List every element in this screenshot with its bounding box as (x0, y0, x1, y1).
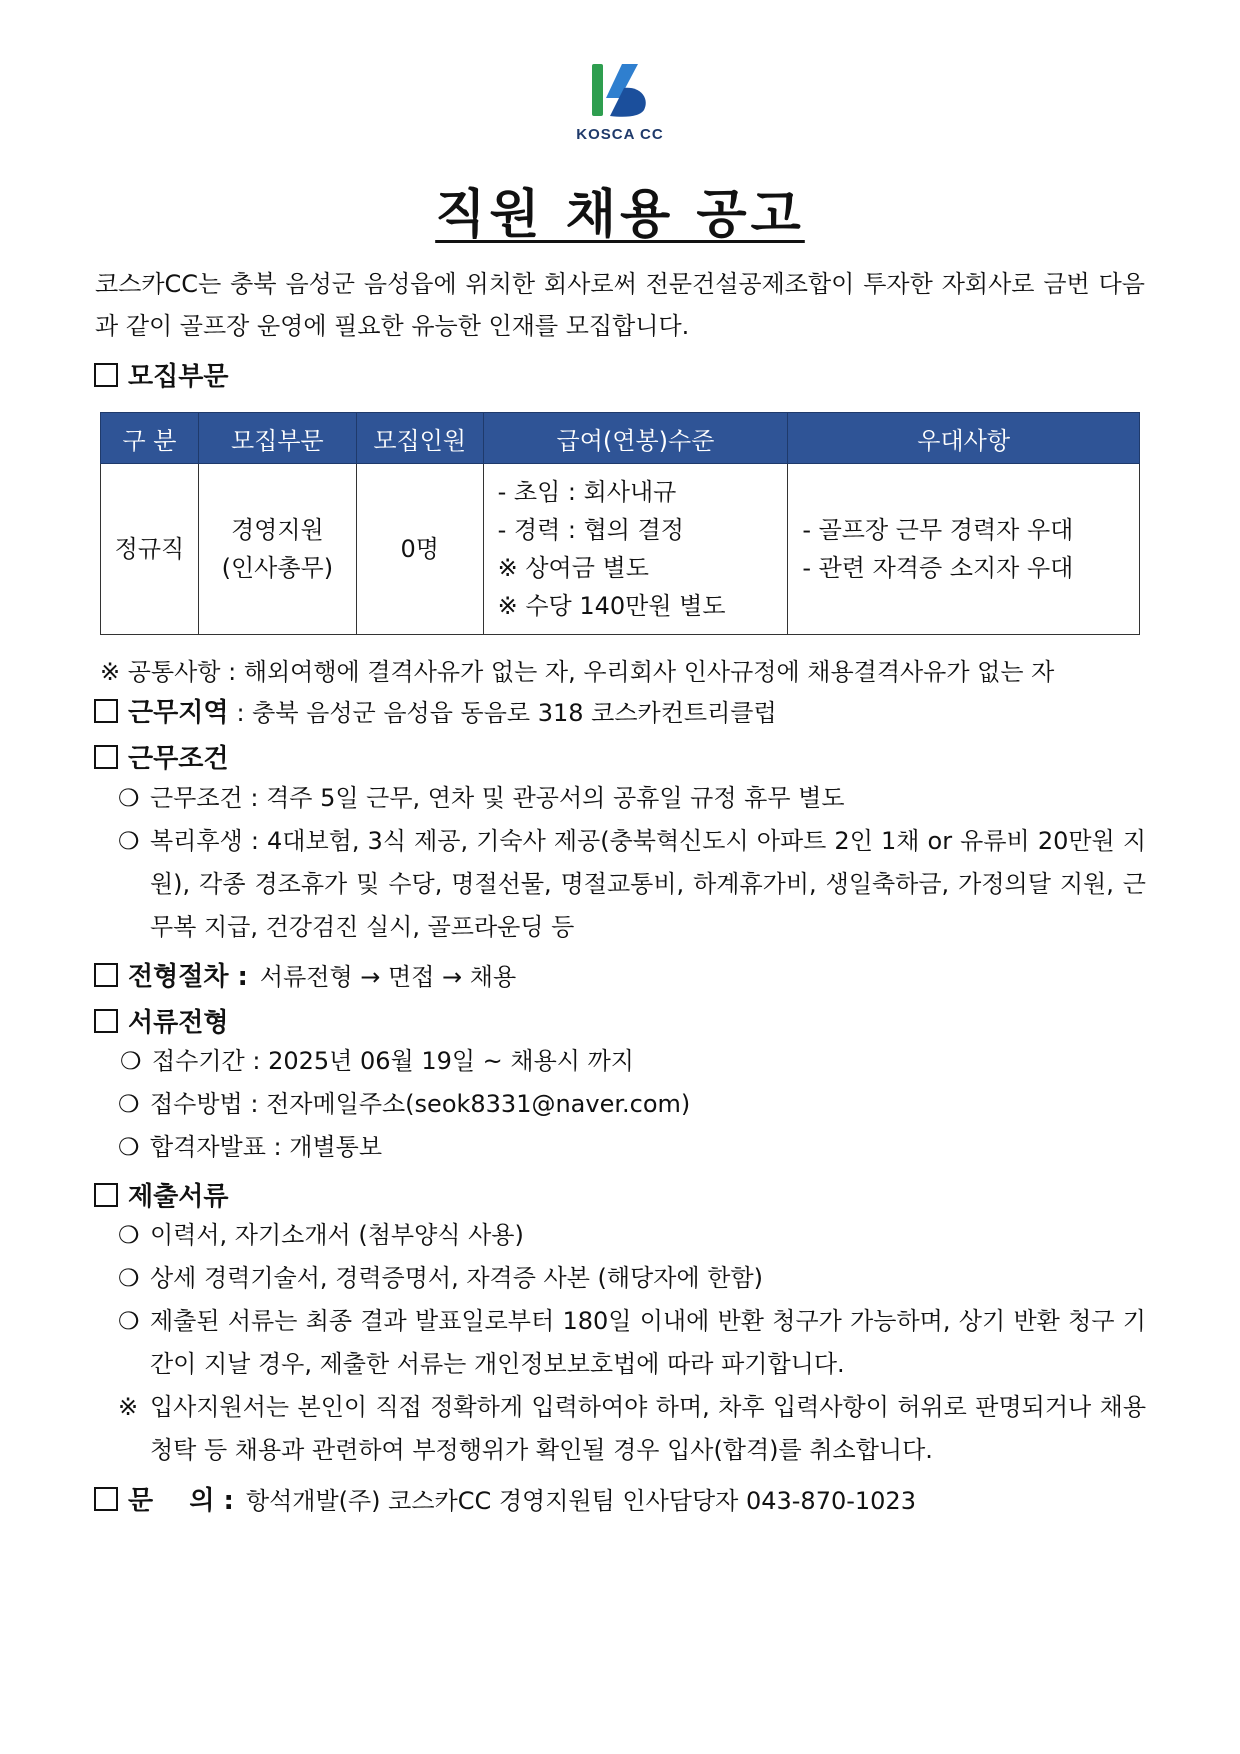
circle-bullet-icon: ❍ (118, 1090, 140, 1118)
list-item (118, 1257, 1146, 1300)
salary-line: ※ 상여금 별도 (497, 554, 649, 582)
section-conditions-label: 근무조건 (128, 744, 229, 774)
list-item (120, 1040, 1140, 1083)
checkbox-square-icon (94, 1487, 118, 1511)
title-text: 직원 채용 공고 (435, 185, 805, 245)
contact-text: 항석개발(주) 코스카CC 경영지원팀 인사담당자 043-870-1023 (245, 1487, 916, 1515)
list-item (118, 777, 1146, 820)
location-text: : 충북 음성군 음성읍 동음로 318 코스카컨트리클럽 (236, 699, 777, 727)
condition-welfare: 복리후생 : 4대보험, 3식 제공, 기숙사 제공(충북혁신도시 아파트 2인 1채 or 유류비 20만원 지원), 각종 경조휴가 및 수당, 명절선물, 명절교통비, 하계휴가비, 생일축하금, 가정의달 지원, 근무복 지급, 건강검진 실시, 골프라운딩 등 (150, 827, 1146, 941)
section-documents (94, 1176, 228, 1213)
intro-paragraph: 코스카CC는 충북 음성군 음성읍에 위치한 회사로써 전문건설공제조합이 투자한 자회사로 금번 다음과 같이 골프장 운영에 필요한 유능한 인재를 모집합니다. (95, 270, 1145, 340)
cell-salary (483, 464, 788, 635)
page-title (0, 172, 1240, 247)
doc-career: 상세 경력기술서, 경력증명서, 자격증 사본 (해당자에 한함) (150, 1264, 763, 1292)
company-logo (0, 58, 1240, 143)
list-item (118, 820, 1146, 949)
screening-period: 접수기간 : 2025년 06월 19일 ~ 채용시 까지 (152, 1047, 634, 1075)
dept-line1: 경영지원 (230, 516, 324, 544)
circle-bullet-icon: ❍ (118, 1221, 140, 1249)
dept-line2: (인사총무) (221, 554, 334, 582)
section-process (94, 956, 516, 993)
doc-resume: 이력서, 자기소개서 (첨부양식 사용) (150, 1221, 524, 1249)
checkbox-square-icon (94, 1009, 118, 1033)
cell-count: 0명 (356, 464, 483, 635)
header-preference: 우대사항 (788, 413, 1140, 464)
preference-line: - 골프장 근무 경력자 우대 (802, 516, 1074, 544)
condition-work: 근무조건 : 격주 5일 근무, 연차 및 관공서의 공휴일 규정 휴무 별도 (150, 784, 845, 812)
process-text: 서류전형 → 면접 → 채용 (259, 963, 517, 991)
section-recruit (94, 356, 228, 393)
salary-line: - 경력 : 협의 결정 (497, 516, 684, 544)
section-screening (94, 1002, 228, 1039)
cell-dept (198, 464, 356, 635)
list-item (118, 1083, 1138, 1126)
list-item (118, 1126, 1138, 1169)
screening-announce: 합격자발표 : 개별통보 (150, 1133, 382, 1161)
checkbox-square-icon (94, 745, 118, 769)
recruit-table (100, 412, 1140, 635)
common-note: ※ 공통사항 : 해외여행에 결격사유가 없는 자, 우리회사 인사규정에 채용결격사유가 없는 자 (100, 658, 1055, 686)
section-recruit-label: 모집부문 (128, 362, 229, 392)
logo-text: KOSCA CC (576, 126, 664, 143)
section-documents-label: 제출서류 (128, 1182, 229, 1212)
circle-bullet-icon: ❍ (118, 1133, 140, 1161)
circle-bullet-icon: ❍ (118, 784, 140, 812)
circle-bullet-icon: ❍ (118, 827, 140, 855)
section-process-label: 전형절차 : (128, 962, 248, 992)
checkbox-square-icon (94, 963, 118, 987)
circle-bullet-icon: ❍ (118, 1264, 140, 1292)
section-contact (94, 1480, 916, 1517)
checkbox-square-icon (94, 363, 118, 387)
section-location (94, 692, 777, 729)
section-screening-label: 서류전형 (128, 1008, 229, 1038)
section-conditions (94, 738, 228, 775)
checkbox-square-icon (94, 1183, 118, 1207)
header-salary: 급여(연봉)수준 (483, 413, 788, 464)
cell-preference (788, 464, 1140, 635)
circle-bullet-icon: ❍ (120, 1047, 142, 1075)
reference-mark-icon: ※ (118, 1393, 139, 1421)
doc-return-policy: 제출된 서류는 최종 결과 발표일로부터 180일 이내에 반환 청구가 가능하며, 상기 반환 청구 기간이 지날 경우, 제출한 서류는 개인정보보호법에 따라 파기합니다. (150, 1307, 1146, 1378)
list-item (118, 1300, 1146, 1386)
checkbox-square-icon (94, 699, 118, 723)
list-item (118, 1386, 1146, 1472)
kosca-logo-icon (588, 58, 652, 122)
list-item (118, 1214, 1146, 1257)
section-location-label: 근무지역 (128, 698, 229, 728)
table-header-row (101, 413, 1140, 464)
section-contact-label: 문 의 : (128, 1486, 234, 1516)
table-row (101, 464, 1140, 635)
doc-warning: 입사지원서는 본인이 직접 정확하게 입력하여야 하며, 차후 입력사항이 허위로 판명되거나 채용 청탁 등 채용과 관련하여 부정행위가 확인될 경우 입사(합격)를 취소합니다. (150, 1393, 1146, 1464)
circle-bullet-icon: ❍ (118, 1307, 140, 1335)
header-count: 모집인원 (356, 413, 483, 464)
screening-method: 접수방법 : 전자메일주소(seok8331@naver.com) (150, 1090, 691, 1118)
cell-type: 정규직 (101, 464, 199, 635)
header-type: 구 분 (101, 413, 199, 464)
salary-line: ※ 수당 140만원 별도 (497, 592, 726, 620)
header-dept: 모집부문 (198, 413, 356, 464)
preference-line: - 관련 자격증 소지자 우대 (802, 554, 1074, 582)
salary-line: - 초임 : 회사내규 (497, 478, 677, 506)
